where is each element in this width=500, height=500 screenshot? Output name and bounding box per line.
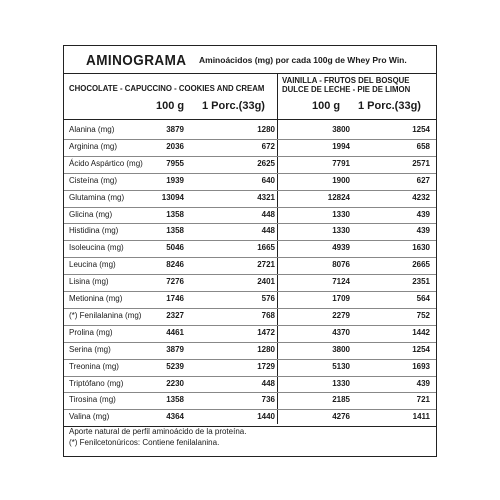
amino-acid-name: Cisteína (mg) [69,175,118,185]
value-cell: 1358 [166,209,184,219]
value-cell: 768 [261,310,275,320]
amino-acid-name: Alanina (mg) [69,125,115,134]
table-row [64,308,436,326]
table-row [64,409,436,427]
table-row [64,376,436,394]
value-cell: 439 [416,226,430,236]
amino-acid-name: Arginina (mg) [69,141,118,151]
value-cell: 448 [261,209,275,219]
amino-acid-name: Histidina (mg) [69,226,119,236]
value-cell: 1330 [332,209,350,219]
value-cell: 5130 [332,361,350,371]
table-subtitle: Aminoácidos (mg) por cada 100g de Whey Pro Win. [199,55,407,65]
value-cell: 564 [416,294,430,303]
value-cell: 1630 [412,243,430,253]
value-cell: 672 [261,141,275,151]
value-cell: 1729 [257,361,275,371]
value-cell: 1280 [257,125,275,134]
value-cell: 1411 [412,412,430,422]
value-cell: 7124 [332,277,350,287]
col-header-portion-right: 1 Porc.(33g) [358,100,421,112]
value-cell: 1280 [257,344,275,354]
amino-acid-name: Glutamina (mg) [69,192,125,202]
table-row [64,207,436,225]
table-row [64,173,436,191]
value-cell: 1358 [166,395,184,405]
value-cell: 2036 [166,141,184,151]
table-row [64,291,436,309]
amino-acid-name: Serina (mg) [69,344,111,354]
amino-acid-name: (*) Fenilalanina (mg) [69,310,142,320]
value-cell: 1254 [412,125,430,134]
amino-acid-name: Glicina (mg) [69,209,113,219]
value-cell: 8246 [166,260,184,270]
table-row [64,156,436,174]
amino-acid-name: Tirosina (mg) [69,395,116,405]
value-cell: 1900 [332,175,350,185]
col-header-portion-left: 1 Porc.(33g) [202,100,265,112]
value-cell: 1746 [166,294,184,303]
value-cell: 721 [416,395,430,405]
value-cell: 2279 [332,310,350,320]
table-title: AMINOGRAMA [86,52,187,69]
value-cell: 752 [416,310,430,320]
amino-acid-name: Isoleucina (mg) [69,243,124,253]
table-row [64,274,436,292]
value-cell: 4321 [257,192,275,202]
value-cell: 576 [261,294,275,303]
value-cell: 4364 [166,412,184,422]
header-divider [64,73,436,74]
value-cell: 1442 [412,327,430,337]
col-header-100g-left: 100 g [156,100,185,112]
value-cell: 2185 [332,395,350,405]
amino-acid-name: Triptófano (mg) [69,378,124,388]
value-cell: 1254 [412,344,430,354]
value-cell: 12824 [327,192,350,202]
value-cell: 736 [261,395,275,405]
value-cell: 2351 [412,277,430,287]
amino-acid-name: Metionina (mg) [69,294,123,303]
table-row [64,223,436,241]
amino-acid-name: Valina (mg) [69,412,110,422]
value-cell: 448 [261,378,275,388]
value-cell: 5239 [166,361,184,371]
value-cell: 658 [416,141,430,151]
table-row [64,139,436,157]
table-row [64,342,436,360]
value-cell: 4939 [332,243,350,253]
amino-acid-name: Leucina (mg) [69,260,116,270]
table-row [64,325,436,343]
value-cell: 1440 [257,412,275,422]
value-cell: 2721 [257,260,275,270]
table-row [64,240,436,258]
value-cell: 439 [416,378,430,388]
value-cell: 1939 [166,175,184,185]
value-cell: 627 [416,175,430,185]
value-cell: 1994 [332,141,350,151]
column-header-divider [64,119,436,120]
value-cell: 5046 [166,243,184,253]
value-cell: 1358 [166,226,184,236]
footnote: (*) Fenilcetonúricos: Contiene fenilalanina. [69,438,220,447]
value-cell: 2230 [166,378,184,388]
aminogram-table [63,45,437,457]
value-cell: 4232 [412,192,430,202]
group-left-header: CHOCOLATE - CAPUCCINO - COOKIES AND CREAM [69,84,265,93]
value-cell: 448 [261,226,275,236]
value-cell: 640 [261,175,275,185]
footnotes [69,426,246,448]
value-cell: 2401 [257,277,275,287]
amino-acid-name: Lisina (mg) [69,277,109,287]
amino-acid-name: Treonina (mg) [69,361,119,371]
value-cell: 3800 [332,125,350,134]
table-row [64,359,436,377]
value-cell: 3879 [166,125,184,134]
value-cell: 2665 [412,260,430,270]
value-cell: 8076 [332,260,350,270]
value-cell: 1709 [332,294,350,303]
table-row [64,392,436,410]
value-cell: 2327 [166,310,184,320]
value-cell: 1330 [332,226,350,236]
group-right-header-line1: VAINILLA - FRUTOS DEL BOSQUE [282,76,410,85]
group-right-header-line2: DULCE DE LECHE - PIE DE LIMON [282,85,411,94]
table-row [64,190,436,208]
value-cell: 7276 [166,277,184,287]
value-cell: 2625 [257,158,275,168]
value-cell: 7955 [166,158,184,168]
value-cell: 4461 [166,327,184,337]
amino-acid-name: Ácido Aspártico (mg) [69,158,143,168]
value-cell: 1330 [332,378,350,388]
value-cell: 4276 [332,412,350,422]
value-cell: 7791 [332,158,350,168]
value-cell: 3800 [332,344,350,354]
table-row [64,257,436,275]
value-cell: 1693 [412,361,430,371]
value-cell: 439 [416,209,430,219]
value-cell: 3879 [166,344,184,354]
value-cell: 4370 [332,327,350,337]
value-cell: 1665 [257,243,275,253]
amino-acid-name: Prolina (mg) [69,327,113,337]
col-header-100g-right: 100 g [312,100,341,112]
value-cell: 1472 [257,327,275,337]
footnote: Aporte natural de perfil aminoácido de la proteína. [69,427,247,436]
value-cell: 2571 [412,158,430,168]
value-cell: 13094 [161,192,184,202]
table-row [64,122,436,140]
